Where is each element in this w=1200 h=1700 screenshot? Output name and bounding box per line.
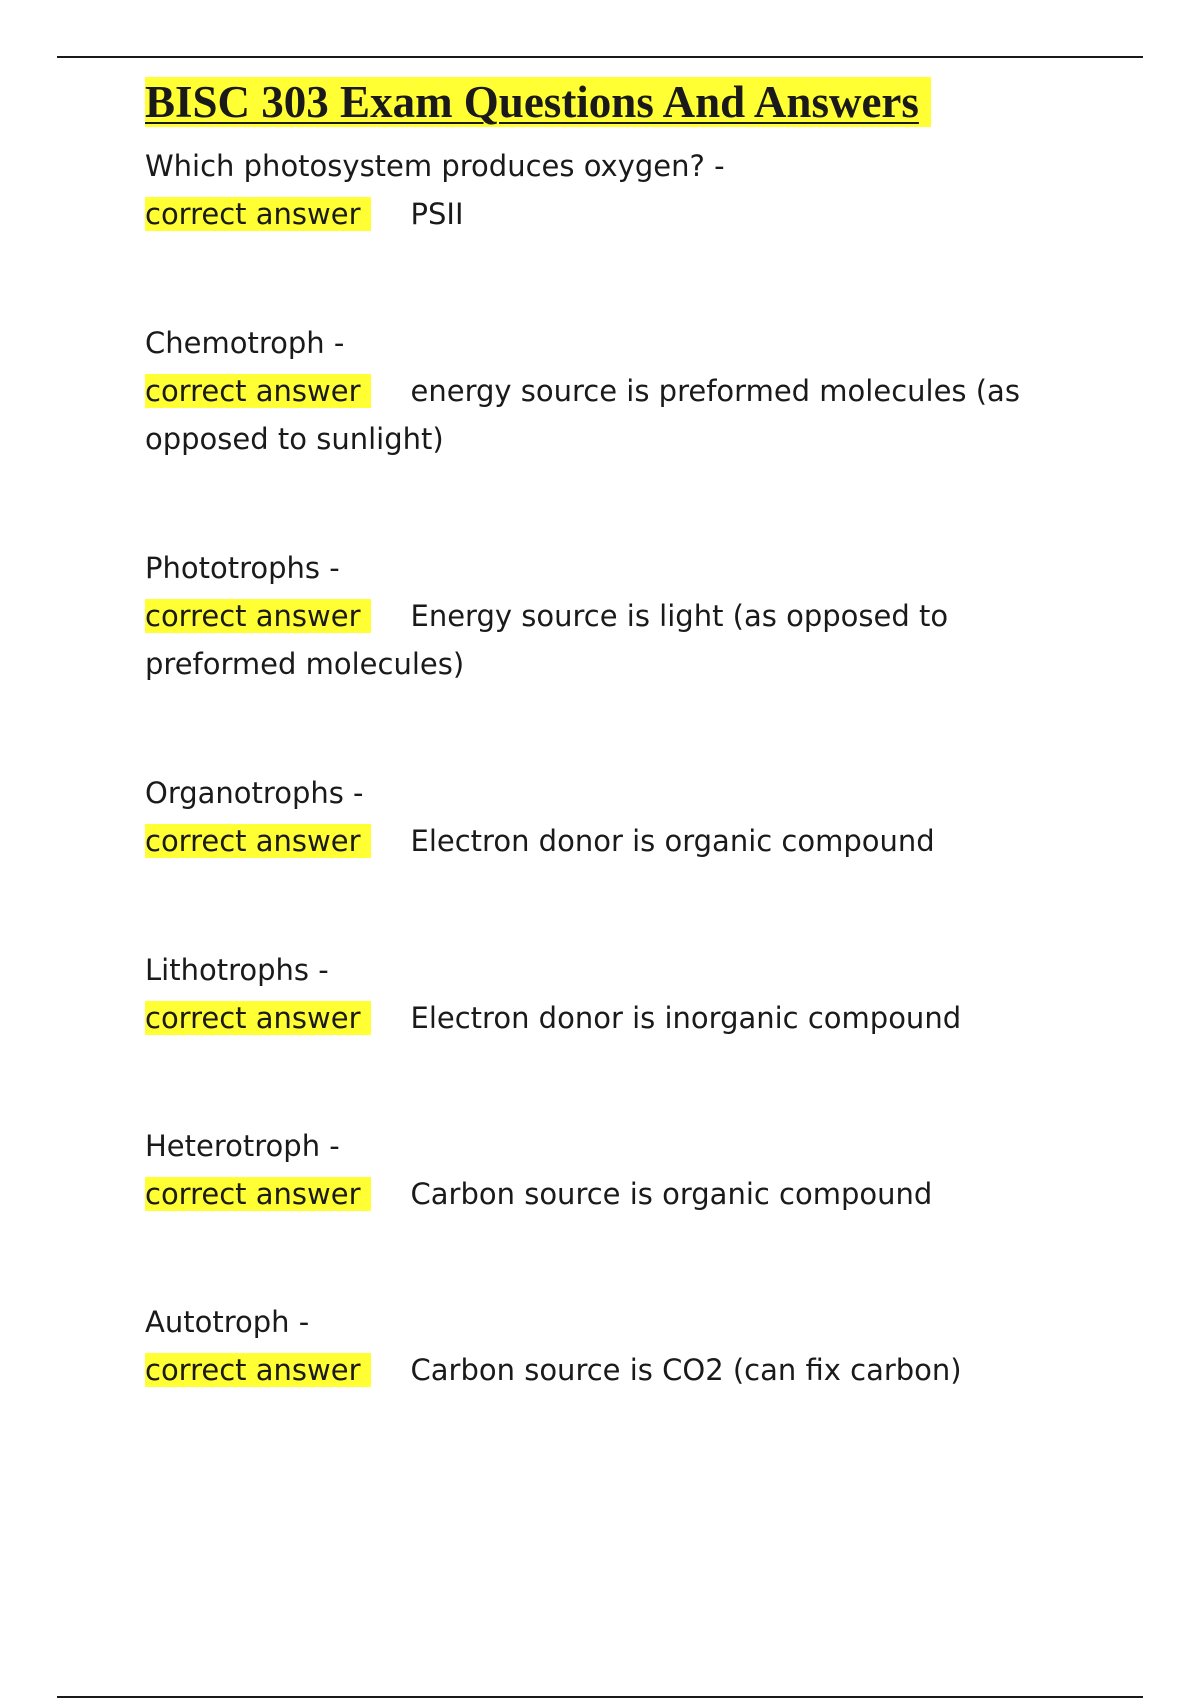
document-title bbox=[145, 70, 1095, 134]
answer-label: correct answer bbox=[145, 197, 371, 231]
document-title-text: BISC 303 Exam Questions And Answers bbox=[145, 77, 931, 127]
qa-item bbox=[145, 1122, 1095, 1218]
question-text: Heterotroph - bbox=[145, 1129, 340, 1163]
answer-line bbox=[145, 817, 1095, 865]
answer-line bbox=[145, 592, 1095, 688]
question-text: Chemotroph - bbox=[145, 326, 345, 360]
bottom-rule bbox=[57, 1696, 1143, 1698]
answer-text: Electron donor is inorganic compound bbox=[410, 1001, 962, 1035]
answer-label: correct answer bbox=[145, 1177, 371, 1211]
qa-item bbox=[145, 769, 1095, 865]
question-text: Autotroph - bbox=[145, 1305, 310, 1339]
answer-line bbox=[145, 1346, 1095, 1394]
answer-label: correct answer bbox=[145, 824, 371, 858]
answer-label: correct answer bbox=[145, 374, 371, 408]
answer-text: Carbon source is CO2 (can fix carbon) bbox=[410, 1353, 962, 1387]
answer-text: Carbon source is organic compound bbox=[410, 1177, 933, 1211]
answer-line bbox=[145, 190, 1095, 238]
question-text: Which photosystem produces oxygen? - bbox=[145, 149, 725, 183]
answer-label: correct answer bbox=[145, 1353, 371, 1387]
answer-label: correct answer bbox=[145, 1001, 371, 1035]
answer-line bbox=[145, 994, 1095, 1042]
top-rule bbox=[57, 56, 1143, 58]
answer-text: PSII bbox=[410, 197, 464, 231]
question-text: Organotrophs - bbox=[145, 776, 364, 810]
answer-line bbox=[145, 1170, 1095, 1218]
answer-text: Energy source is light (as opposed to preformed molecules) bbox=[145, 599, 949, 681]
qa-item bbox=[145, 946, 1095, 1042]
qa-item bbox=[145, 142, 1095, 238]
question-text: Phototrophs - bbox=[145, 551, 340, 585]
question-text: Lithotrophs - bbox=[145, 953, 329, 987]
qa-item bbox=[145, 319, 1095, 463]
answer-text: Electron donor is organic compound bbox=[410, 824, 935, 858]
answer-line bbox=[145, 367, 1095, 463]
qa-item bbox=[145, 1298, 1095, 1394]
document-body bbox=[145, 70, 1095, 1394]
answer-text: energy source is preformed molecules (as opposed to sunlight) bbox=[145, 374, 1020, 456]
answer-label: correct answer bbox=[145, 599, 371, 633]
qa-item bbox=[145, 544, 1095, 688]
